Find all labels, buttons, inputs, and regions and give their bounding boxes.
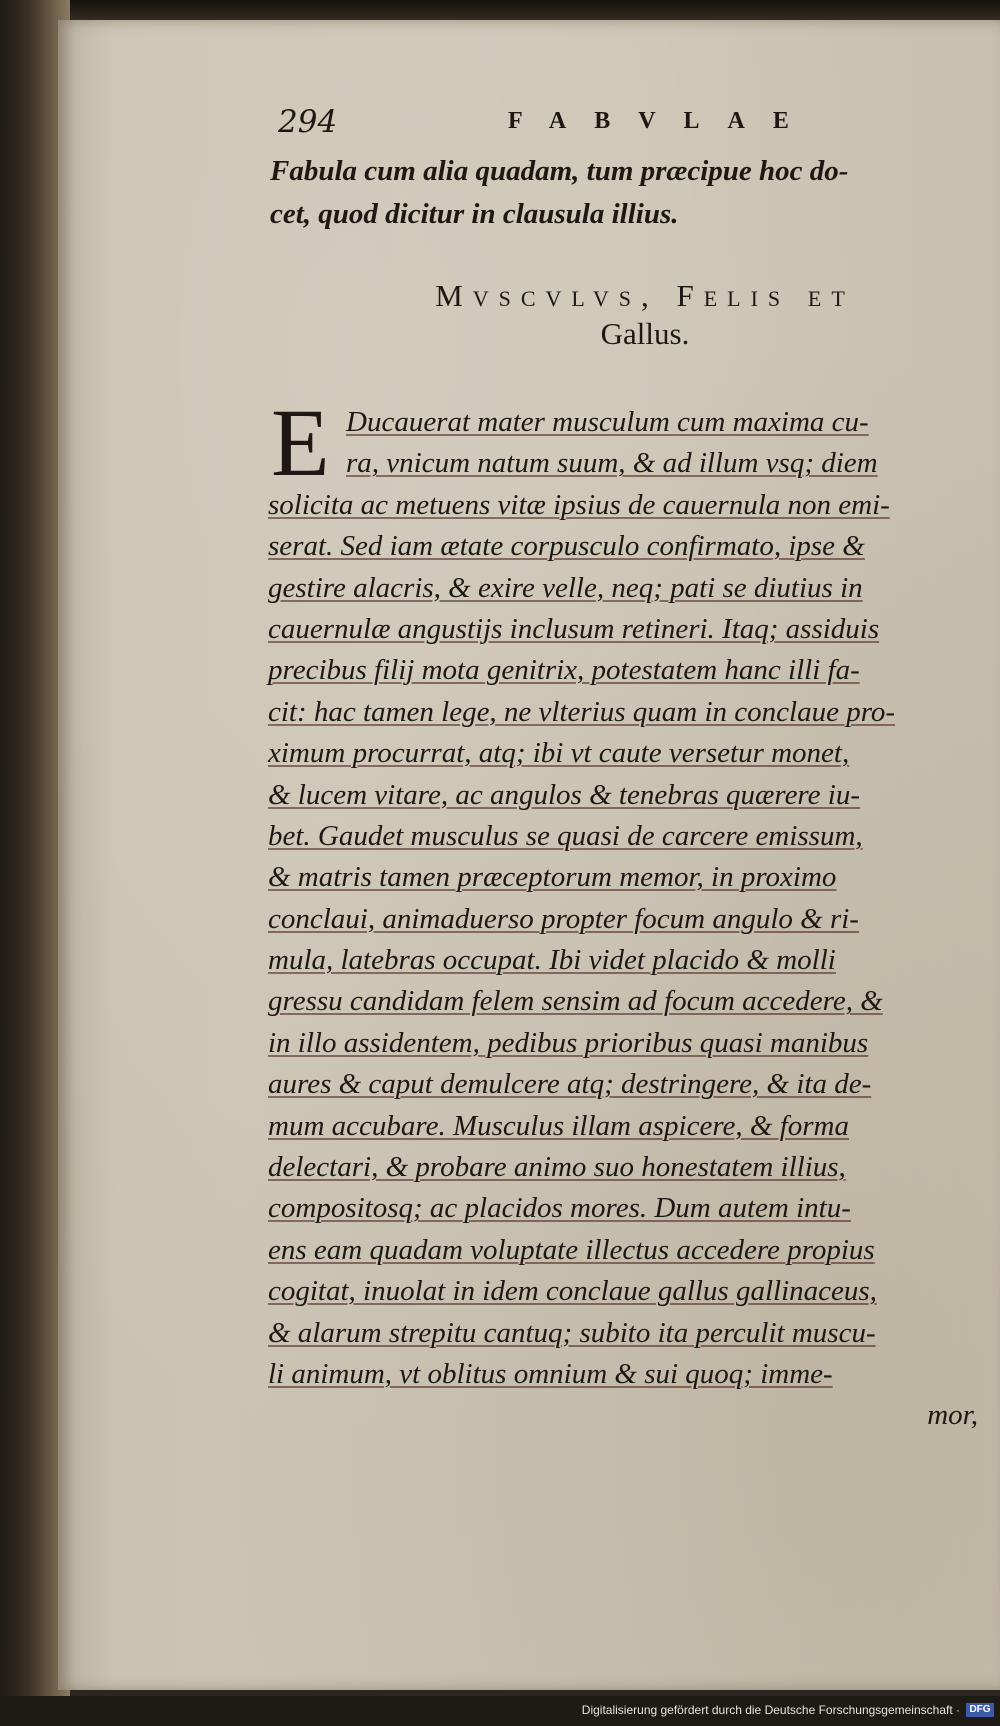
dfg-logo: DFG [966,1703,994,1717]
intro-line: Fabula cum alia quadam, tum præcipue hoc do- [270,155,849,187]
text-line: ra, vnicum natum suum, & ad illum vsq; diem [346,447,878,480]
text-line: cit: hac tamen lege, ne vlterius quam in conclaue pro- [268,695,896,728]
fable-title-line1: Mvscvlvs, Felis et [435,278,855,313]
drop-capital: E [271,389,330,496]
fable-body [268,389,978,1437]
text-line: & lucem vitare, ac angulos & tenebras quærere iu- [268,778,860,811]
text-line: in illo assidentem, pedibus prioribus quasi manibus [268,1026,869,1059]
text-line: mula, latebras occupat. Ibi videt placido & molli [268,944,836,977]
text-line: & matris tamen præceptorum memor, in proximo [268,861,837,894]
text-line: li animum, vt oblitus omnium & sui quoq; imme- [268,1357,833,1390]
text-line: & alarum strepitu cantuq; subito ita perculit muscu- [268,1316,876,1349]
running-head [278,104,958,144]
text-line: solicita ac metuens vitæ ipsius de cauernula non emi- [268,488,890,521]
catchword: mor, [927,1399,978,1432]
text-line: ximum procurrat, atq; ibi vt caute versetur monet, [268,737,850,770]
digitization-footer [0,1696,1000,1726]
text-line: aures & caput demulcere atq; destringere, & ita de- [268,1068,872,1101]
intro-line: cet, quod dicitur in clausula illius. [270,198,679,230]
intro-paragraph [270,150,970,236]
text-line: bet. Gaudet musculus se quasi de carcere emissum, [268,819,863,852]
text-line: gressu candidam felem sensim ad focum accedere, & [268,985,883,1018]
running-title: FABVLAE [508,108,817,134]
text-line: delectari, & probare animo suo honestatem illius, [268,1151,846,1184]
text-line: ens eam quadam voluptate illectus accedere propius [268,1233,875,1266]
text-line: conclaui, animaduerso propter focum angulo & ri- [268,902,859,935]
text-line: serat. Sed iam ætate corpusculo confirmato, ipse & [268,530,865,563]
footer-credit: Digitalisierung gefördert durch die Deutsche Forschungsgemeinschaft · [581,1703,960,1717]
text-line: mum accubare. Musculus illam aspicere, & forma [268,1109,849,1142]
fable-title-line2: Gallus. [600,316,690,351]
text-line: precibus filij mota genitrix, potestatem hanc illi fa- [268,654,860,687]
text-line: gestire alacris, & exire velle, neq; pati se diutius in [268,571,863,604]
text-line: cogitat, inuolat in idem conclaue gallus gallinaceus, [268,1275,877,1308]
page-number: 294 [278,104,338,140]
text-line: Ducauerat mater musculum cum maxima cu- [346,406,869,438]
text-line: compositosq; ac placidos mores. Dum autem intu- [268,1192,851,1225]
text-line: cauernulæ angustijs inclusum retineri. Itaq; assiduis [268,612,880,645]
fable-title [365,278,925,354]
